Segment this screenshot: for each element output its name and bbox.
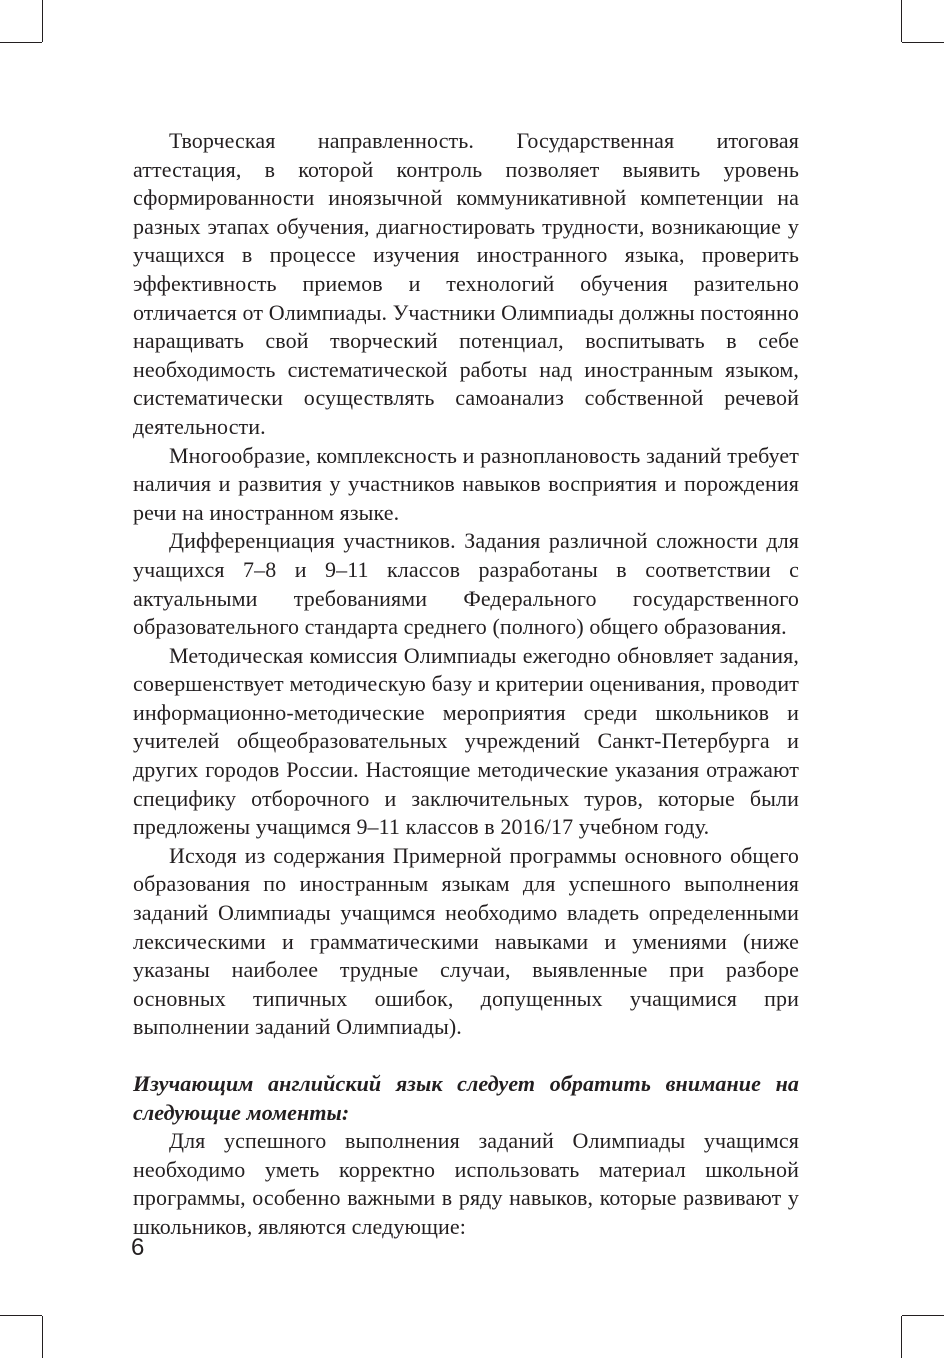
crop-mark-top-right-horizontal [902, 42, 944, 43]
crop-mark-top-right-vertical [901, 0, 902, 42]
paragraph-closing: Для успешного выполнения заданий Олимпиады учащимся необходимо уметь корректно использовать материал школьной программы, особенно важными в ряду навыков, которые развивают у школьников, являются следующие: [133, 1128, 799, 1239]
crop-mark-bottom-right-horizontal [902, 1315, 944, 1316]
crop-mark-bottom-right-vertical [901, 1316, 902, 1358]
paragraph-task-diversity: Многообразие, комплексность и разноплановость заданий требует наличия и развития у участников навыков восприятия и порождения речи на иностранном языке. [133, 442, 799, 525]
crop-mark-bottom-left-vertical [42, 1316, 43, 1358]
paragraph-methodical-commission: Методическая комиссия Олимпиады ежегодно обновляет задания, совершенствует методическую базу и критерии оценивания, проводит информационно-методические мероприятия среди школьников и учителей общеобразовательных учреждений Санкт-Петербурга и других городов России. Настоящие методические указания отражают специфику отборочного и заключительных туров, которые были предложены учащимся 9–11 классов в 2016/17 учебном году. [133, 642, 799, 840]
crop-mark-bottom-left-horizontal [0, 1315, 42, 1316]
body-text [133, 127, 799, 1242]
crop-mark-top-left-horizontal [0, 42, 42, 43]
section-heading: Изучающим английский язык следует обратить внимание на следующие моменты: [133, 1071, 799, 1125]
paragraph-program-requirements: Исходя из содержания Примерной программы основного общего образования по иностранным языкам для успешного выполнения заданий Олимпиады учащимся необходимо владеть определенными лексическими и грамматическими навыками и умениями (ниже указаны наиболее трудные случаи, выявленные при разборе основных типичных ошибок, допущенных учащимися при выполнении заданий Олимпиады). [133, 842, 799, 1040]
paragraph-participant-differentiation: Дифференциация участников. Задания различной сложности для учащихся 7–8 и 9–11 классов разработаны в соответствии с актуальными требованиями Федерального государственного образовательного стандарта среднего (полного) общего образования. [133, 528, 799, 640]
paragraph-creative-orientation: Творческая направленность. Государственная итоговая аттестация, в которой контроль позволяет выявить уровень сформированности иноязычной коммуникативной компетенции на разных этапах обучения, диагностировать трудности, возникающие у учащихся в процессе изучения иностранного языка, проверить эффективность приемов и технологий обучения разительно отличается от Олимпиады. Участники Олимпиады должны постоянно наращивать свой творческий потенциал, воспитывать в себе необходимость систематической работы над иностранным языком, систематически осуществлять самоанализ собственной речевой деятельности. [133, 128, 799, 439]
crop-mark-top-left-vertical [42, 0, 43, 42]
page-number: 6 [131, 1234, 145, 1261]
